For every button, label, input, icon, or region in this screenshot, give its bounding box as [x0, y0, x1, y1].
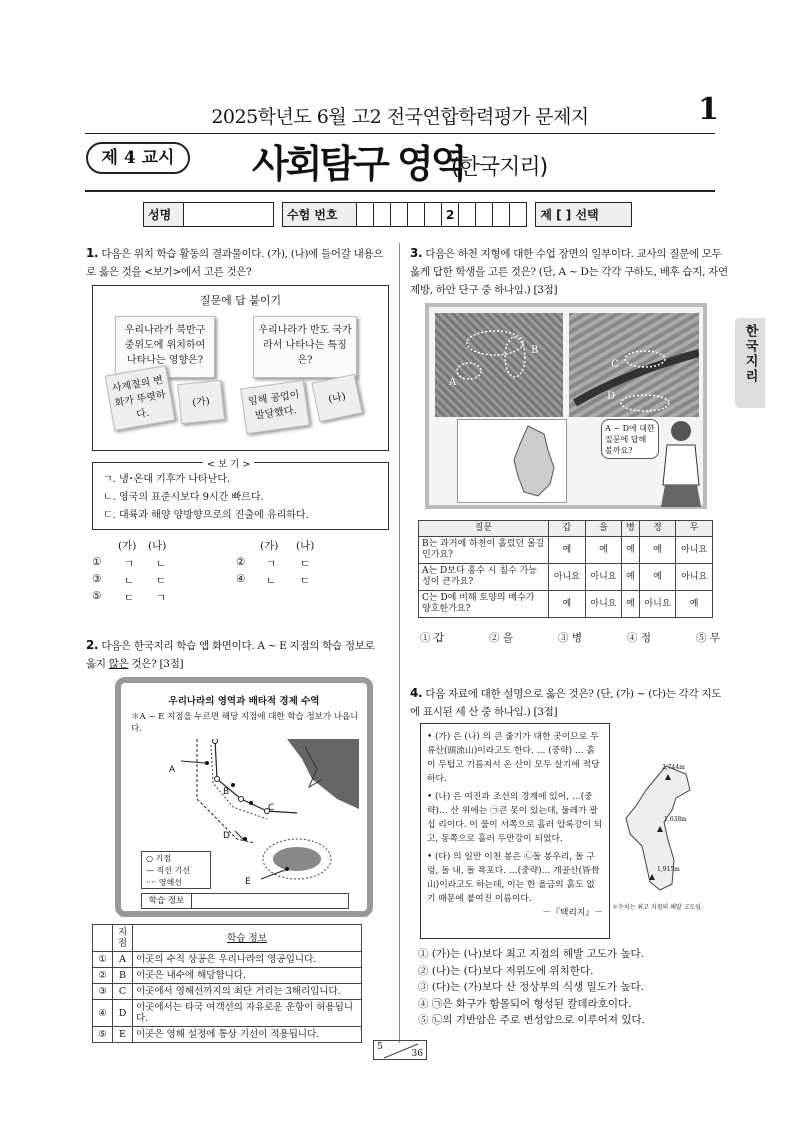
table-row: A는 D보다 홍수 시 침수 가능성이 큰가요? 아니요 아니요 예 예 아니요 — [419, 564, 713, 591]
select-label: 제 [ ] 선택 — [536, 203, 632, 227]
choice-3[interactable]: ③ ㄴ ㄷ — [92, 573, 167, 587]
teacher-speech-bubble: A ~ D에 대한 질문에 답해 볼까요? — [601, 419, 659, 459]
map-label-c: C — [268, 803, 275, 813]
exam-no-label: 수험 번호 — [283, 203, 357, 227]
photo-label-d: D — [607, 391, 616, 402]
q4-passage — [420, 723, 610, 939]
table-row[interactable]: ① A 이곳의 수직 상공은 우리나라의 영공입니다. — [93, 952, 362, 968]
app-note: ＊A ~ E 지점을 누르면 해당 지점에 대한 학습 정보가 나옵니다. — [131, 712, 359, 734]
q4-stem — [410, 684, 730, 721]
col-head: (나) — [296, 540, 315, 552]
bogi-item: ㄷ. 대륙과 해양 양방향으로의 진출에 유리하다. — [103, 510, 309, 521]
passage-1: • (가) 은 (나) 의 큰 줄기가 대한 곳이므로 두류산(頭流山)이라고도 한다. … (중략) … 흙이 두텁고 기름져서 온 산이 모두 살기에 적당하다. — [427, 732, 600, 784]
app-title: 우리나라의 영역과 배타적 경제 수역 — [168, 696, 320, 707]
name-label: 성명 — [144, 203, 184, 227]
photo-label-c: C — [611, 359, 619, 370]
choice-2[interactable]: ② (나)는 (다)보다 저위도에 위치한다. — [418, 964, 594, 977]
page-number: 1 — [698, 92, 719, 127]
col-head: (가) — [118, 540, 137, 552]
note-answer-1-blank: (가) — [177, 380, 225, 424]
note-question-1: 우리나라가 북반구 중위도에 위치하여 나타나는 영향은? — [115, 316, 215, 378]
table-row[interactable]: ⑤ E 이곳은 영해 설정에 통상 기선이 적용됩니다. — [93, 1027, 362, 1043]
q4-number: 4. — [410, 686, 423, 700]
q1-board — [92, 285, 389, 451]
choice-4[interactable]: ④ ㄴ ㄷ — [236, 573, 311, 587]
q3-stem — [410, 244, 730, 299]
q2-table — [92, 924, 362, 1043]
korea-peninsula-map — [616, 760, 696, 900]
exam-digit-box[interactable] — [374, 203, 391, 227]
choice-1[interactable]: ① 갑 — [420, 632, 444, 644]
note-answer-2-blank: (나) — [311, 374, 362, 422]
q2-text: 것은? [3점] — [128, 658, 184, 670]
q1-text: 다음은 위치 학습 활동의 결과물이다. (가), (나)에 들어갈 내용으로 옳은 것을 <보기>에서 고른 것은? — [86, 248, 384, 278]
q2-number: 2. — [86, 638, 99, 652]
table-row[interactable]: ② B 이곳은 내수에 해당합니다. — [93, 968, 362, 984]
name-field[interactable] — [184, 203, 274, 227]
choice-2[interactable]: ② 을 — [489, 632, 513, 644]
side-subject-tab — [735, 318, 765, 408]
bogi-item: ㄴ. 영국의 표준시보다 9시간 빠르다. — [103, 492, 264, 503]
classroom-board — [425, 303, 707, 509]
q1-number: 1. — [86, 246, 99, 260]
choice-4[interactable]: ④ 정 — [627, 632, 651, 644]
exam-digit-box[interactable] — [476, 203, 493, 227]
exam-digit-box[interactable] — [510, 203, 527, 227]
info-label: 학습 정보 — [142, 894, 192, 908]
page-total: 36 — [411, 1049, 423, 1059]
q2-stem — [86, 636, 392, 673]
q2-text: 다음은 한국지리 학습 앱 화면이다. A ~ E 지점의 학습 정보로 — [101, 640, 375, 652]
th: 지점 — [113, 925, 133, 952]
legend-item: 영해선 — [158, 878, 182, 887]
info-field[interactable] — [141, 893, 349, 909]
choice-1[interactable]: ① ㄱ ㄴ — [92, 556, 167, 570]
map-value: 2,744m — [662, 764, 685, 771]
choice-5[interactable]: ⑤ 무 — [696, 632, 720, 644]
photo-label-b: B — [531, 345, 539, 356]
passage-3: • (다) 의 일만 이천 봉은 ㉡돌 봉우리, 돌 구렁, 돌 내, 돌 폭포다. …(중략)… 개골산(皆骨山)이라고도 하는데, 이는 한 올금의 흙도 없기 때문에 붙여진 이름이다. — [427, 852, 600, 904]
bogi-title: < 보 기 > — [203, 456, 254, 470]
note-answer-2: 임해 공업이 발달했다. — [240, 380, 310, 434]
table-row: B는 과거에 하천이 흘렀던 물길인가요? 예 예 예 예 아니요 — [419, 537, 713, 564]
note-answer-1: 사계절의 변화가 뚜렷하다. — [105, 365, 176, 431]
col-head: (가) — [260, 540, 279, 552]
period-badge: 제 4 교시 — [86, 142, 190, 174]
q1-stem — [86, 244, 392, 281]
q2-underline: 않은 — [108, 658, 129, 670]
page-current: 5 — [377, 1042, 383, 1052]
exam-digit-box[interactable] — [357, 203, 374, 227]
map-value: 1,915m — [657, 866, 680, 873]
board-title: 질문에 답 붙이기 — [199, 294, 282, 307]
note-question-2: 우리나라가 반도 국가라서 나타나는 특징은? — [253, 316, 357, 378]
q3-choices — [420, 630, 720, 645]
map-label-a: A — [169, 765, 176, 775]
q3-table: 질문 갑 을 병 정 무 B는 과거에 하천이 흘렀던 물길인가요? 예 예 예 예 아니요 A는 D보다 홍수 시 침수 가능성이 큰가요? 아니요 아니요 예 예 아니요 C는 D에 비해 토양의 배수가 양호한가요? 예 아니요 예 아니요 예 — [418, 520, 713, 618]
table-row[interactable]: ④ D 이곳에서는 타국 여객선의 자유로운 운항이 허용됩니다. — [93, 1000, 362, 1027]
exam-digit-box[interactable] — [391, 203, 408, 227]
exam-digit-box[interactable] — [493, 203, 510, 227]
map-note: ＊수치는 최고 지점의 해발 고도임. — [612, 904, 703, 911]
table-row[interactable]: ③ C 이곳에서 영해선까지의 최단 거리는 3해리입니다. — [93, 984, 362, 1000]
choice-5[interactable]: ⑤ ㉡의 기반암은 주로 변성암으로 이루어져 있다. — [418, 1014, 645, 1026]
exam-digit-box[interactable]: 2 — [442, 203, 459, 227]
korea-map — [457, 419, 567, 503]
subject-subtitle: (한국지리) — [451, 155, 548, 180]
page-counter — [373, 1040, 427, 1060]
choice-4[interactable]: ④ ㉠은 화구가 함몰되어 형성된 칼데라호이다. — [418, 997, 632, 1010]
exam-title: 2025학년도 6월 고2 전국연합학력평가 문제지 — [211, 106, 589, 128]
side-tab-text: 한국지리 — [742, 324, 758, 384]
legend-item: 직선 기선 — [156, 866, 191, 875]
map-legend: ○ 기점 — 직선 기선 ···· 영해선 — [141, 851, 211, 889]
bogi-box — [92, 459, 389, 530]
teacher-figure — [657, 415, 707, 507]
choice-3[interactable]: ③ (다)는 (가)보다 산 정상부의 식생 밀도가 높다. — [418, 981, 645, 993]
map-label-e: E — [245, 877, 251, 887]
th: 학습 정보 — [133, 925, 362, 952]
photo-label-a: A — [449, 377, 457, 388]
divider — [85, 190, 715, 192]
id-table — [143, 202, 632, 227]
choice-5[interactable]: ⑤ ㄷ ㄱ — [92, 590, 167, 604]
map-label-d: D — [223, 831, 230, 841]
exam-digit-box[interactable] — [459, 203, 476, 227]
choice-3[interactable]: ③ 병 — [558, 632, 582, 644]
col-head: (나) — [148, 540, 167, 552]
q3-number: 3. — [410, 246, 423, 260]
map-label-b: B — [223, 787, 230, 797]
passage-2: • (나) 은 여진과 조선의 경계에 있어, …(중략)… 산 위에는 ㉠큰 못이 있는데, 둘레가 팔십 리이다. 이 물이 서쪽으로 흘러 압록강이 되고, 동쪽으로 흘러 두만강이 되었다. — [427, 792, 603, 844]
subject-title: 사회탐구 영역 — [252, 142, 465, 186]
exam-digit-box[interactable] — [408, 203, 425, 227]
legend-item: 기점 — [155, 854, 171, 863]
q3-text: 다음은 하천 지형에 대한 수업 장면의 일부이다. 교사의 질문에 모두 옳게 답한 학생을 고른 것은? (단, A ~ D는 각각 구하도, 배후 습지, 자연 제방, 하안 단구 중 하나임.) [3점] — [410, 248, 728, 296]
choice-2[interactable]: ② ㄱ ㄷ — [236, 556, 311, 570]
column-divider — [399, 243, 400, 1043]
q2-text: 옳지 — [86, 658, 109, 670]
map-value: 1,638m — [664, 816, 687, 823]
q4-choices — [418, 946, 728, 1029]
passage-source: －『택리지』－ — [542, 908, 603, 918]
app-screen — [115, 677, 373, 917]
photo-overlay — [435, 313, 699, 417]
bogi-item: ㄱ. 냉･온대 기후가 나타난다. — [103, 474, 231, 485]
table-row: C는 D에 비해 토양의 배수가 양호한가요? 예 아니요 예 아니요 예 — [419, 591, 713, 618]
choice-1[interactable]: ① (가)는 (나)보다 최고 지점의 해발 고도가 높다. — [418, 948, 645, 960]
q4-text: 다음 자료에 대한 설명으로 옳은 것은? (단, (가) ~ (다)는 각각 지도에 표시된 세 산 중 하나임.) [3점] — [410, 688, 722, 718]
exam-digit-box[interactable] — [425, 203, 442, 227]
